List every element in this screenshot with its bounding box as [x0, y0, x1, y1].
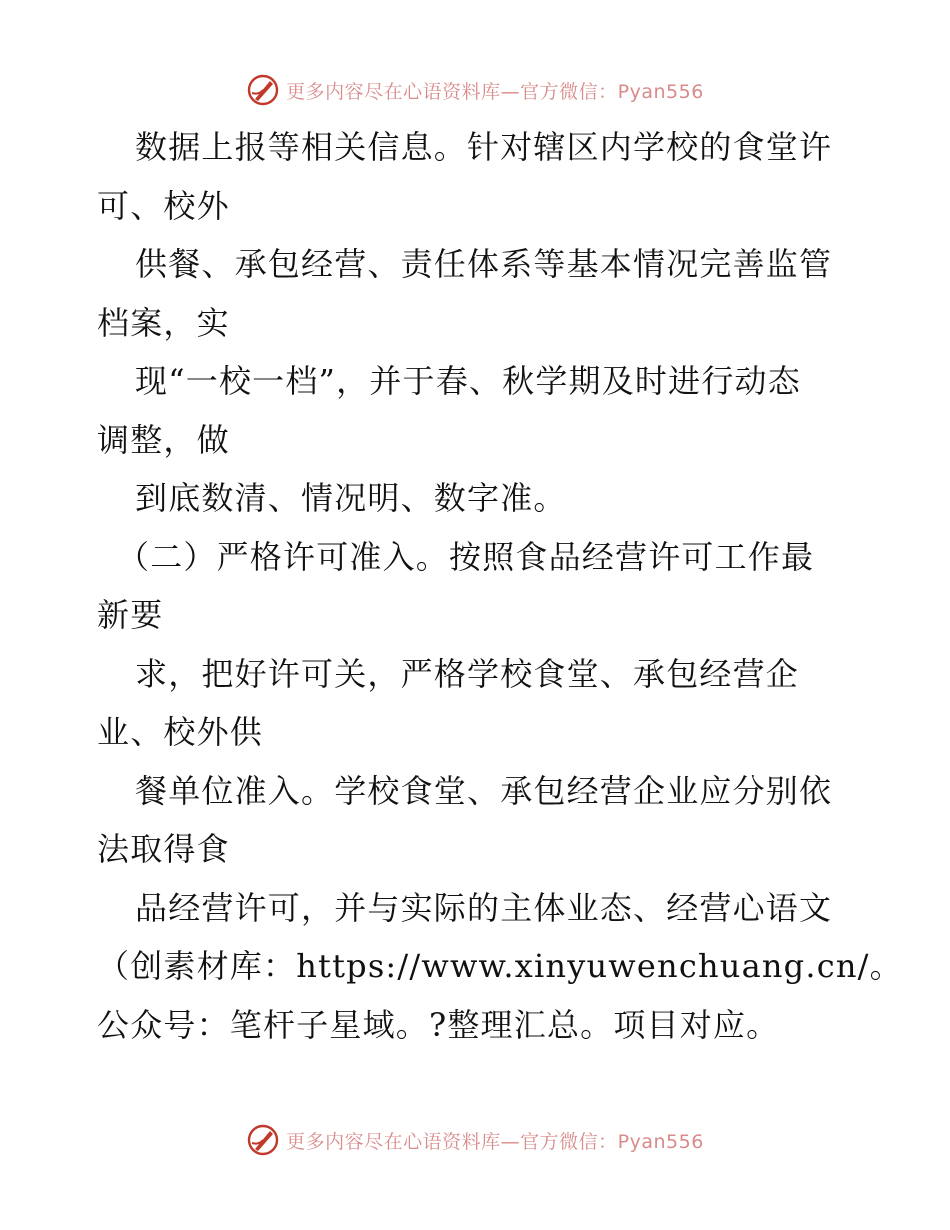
text-line: 新要: [97, 596, 164, 634]
text-line: 供餐、承包经营、责任体系等基本情况完善监管: [135, 245, 833, 283]
footer-banner: [0, 1122, 950, 1158]
text-line: 档案，实: [97, 303, 230, 342]
text-line: 到底数清、情况明、数字准。: [135, 479, 567, 517]
text-line: 法取得食: [97, 830, 230, 868]
text-line: 数据上报等相关信息。针对辖区内学校的食堂许: [135, 128, 833, 166]
text-line: （二）严格许可准入。按照食品经营许可工作最: [117, 537, 815, 576]
banner-text: 更多内容尽在心语资料库—官方微信：Pyan556: [286, 80, 704, 103]
text-line: 品经营许可，并与实际的主体业态、经营心语文: [135, 888, 833, 927]
text-line: 可、校外: [97, 186, 230, 225]
text-line: 公众号：笔杆子星域。?整理汇总。项目对应。: [97, 1005, 780, 1044]
text-line: 业、校外供: [97, 713, 264, 751]
text-line: 现“一校一档”，并于春、秋学期及时进行动态: [135, 362, 801, 400]
text-line: （创素材库：https://www.xinyuwenchuang.cn/。: [97, 947, 903, 985]
quill-in-circle-icon: [246, 1123, 280, 1157]
text-line: 餐单位准入。学校食堂、承包经营企业应分别依: [135, 771, 833, 810]
banner-text: 更多内容尽在心语资料库—官方微信：Pyan556: [286, 1130, 704, 1153]
text-line: 调整，做: [97, 420, 230, 459]
header-banner: [0, 72, 950, 108]
document-body: [97, 118, 903, 1054]
text-line: 求，把好许可关，严格学校食堂、承包经营企: [135, 654, 800, 693]
quill-in-circle-icon: [246, 73, 280, 107]
